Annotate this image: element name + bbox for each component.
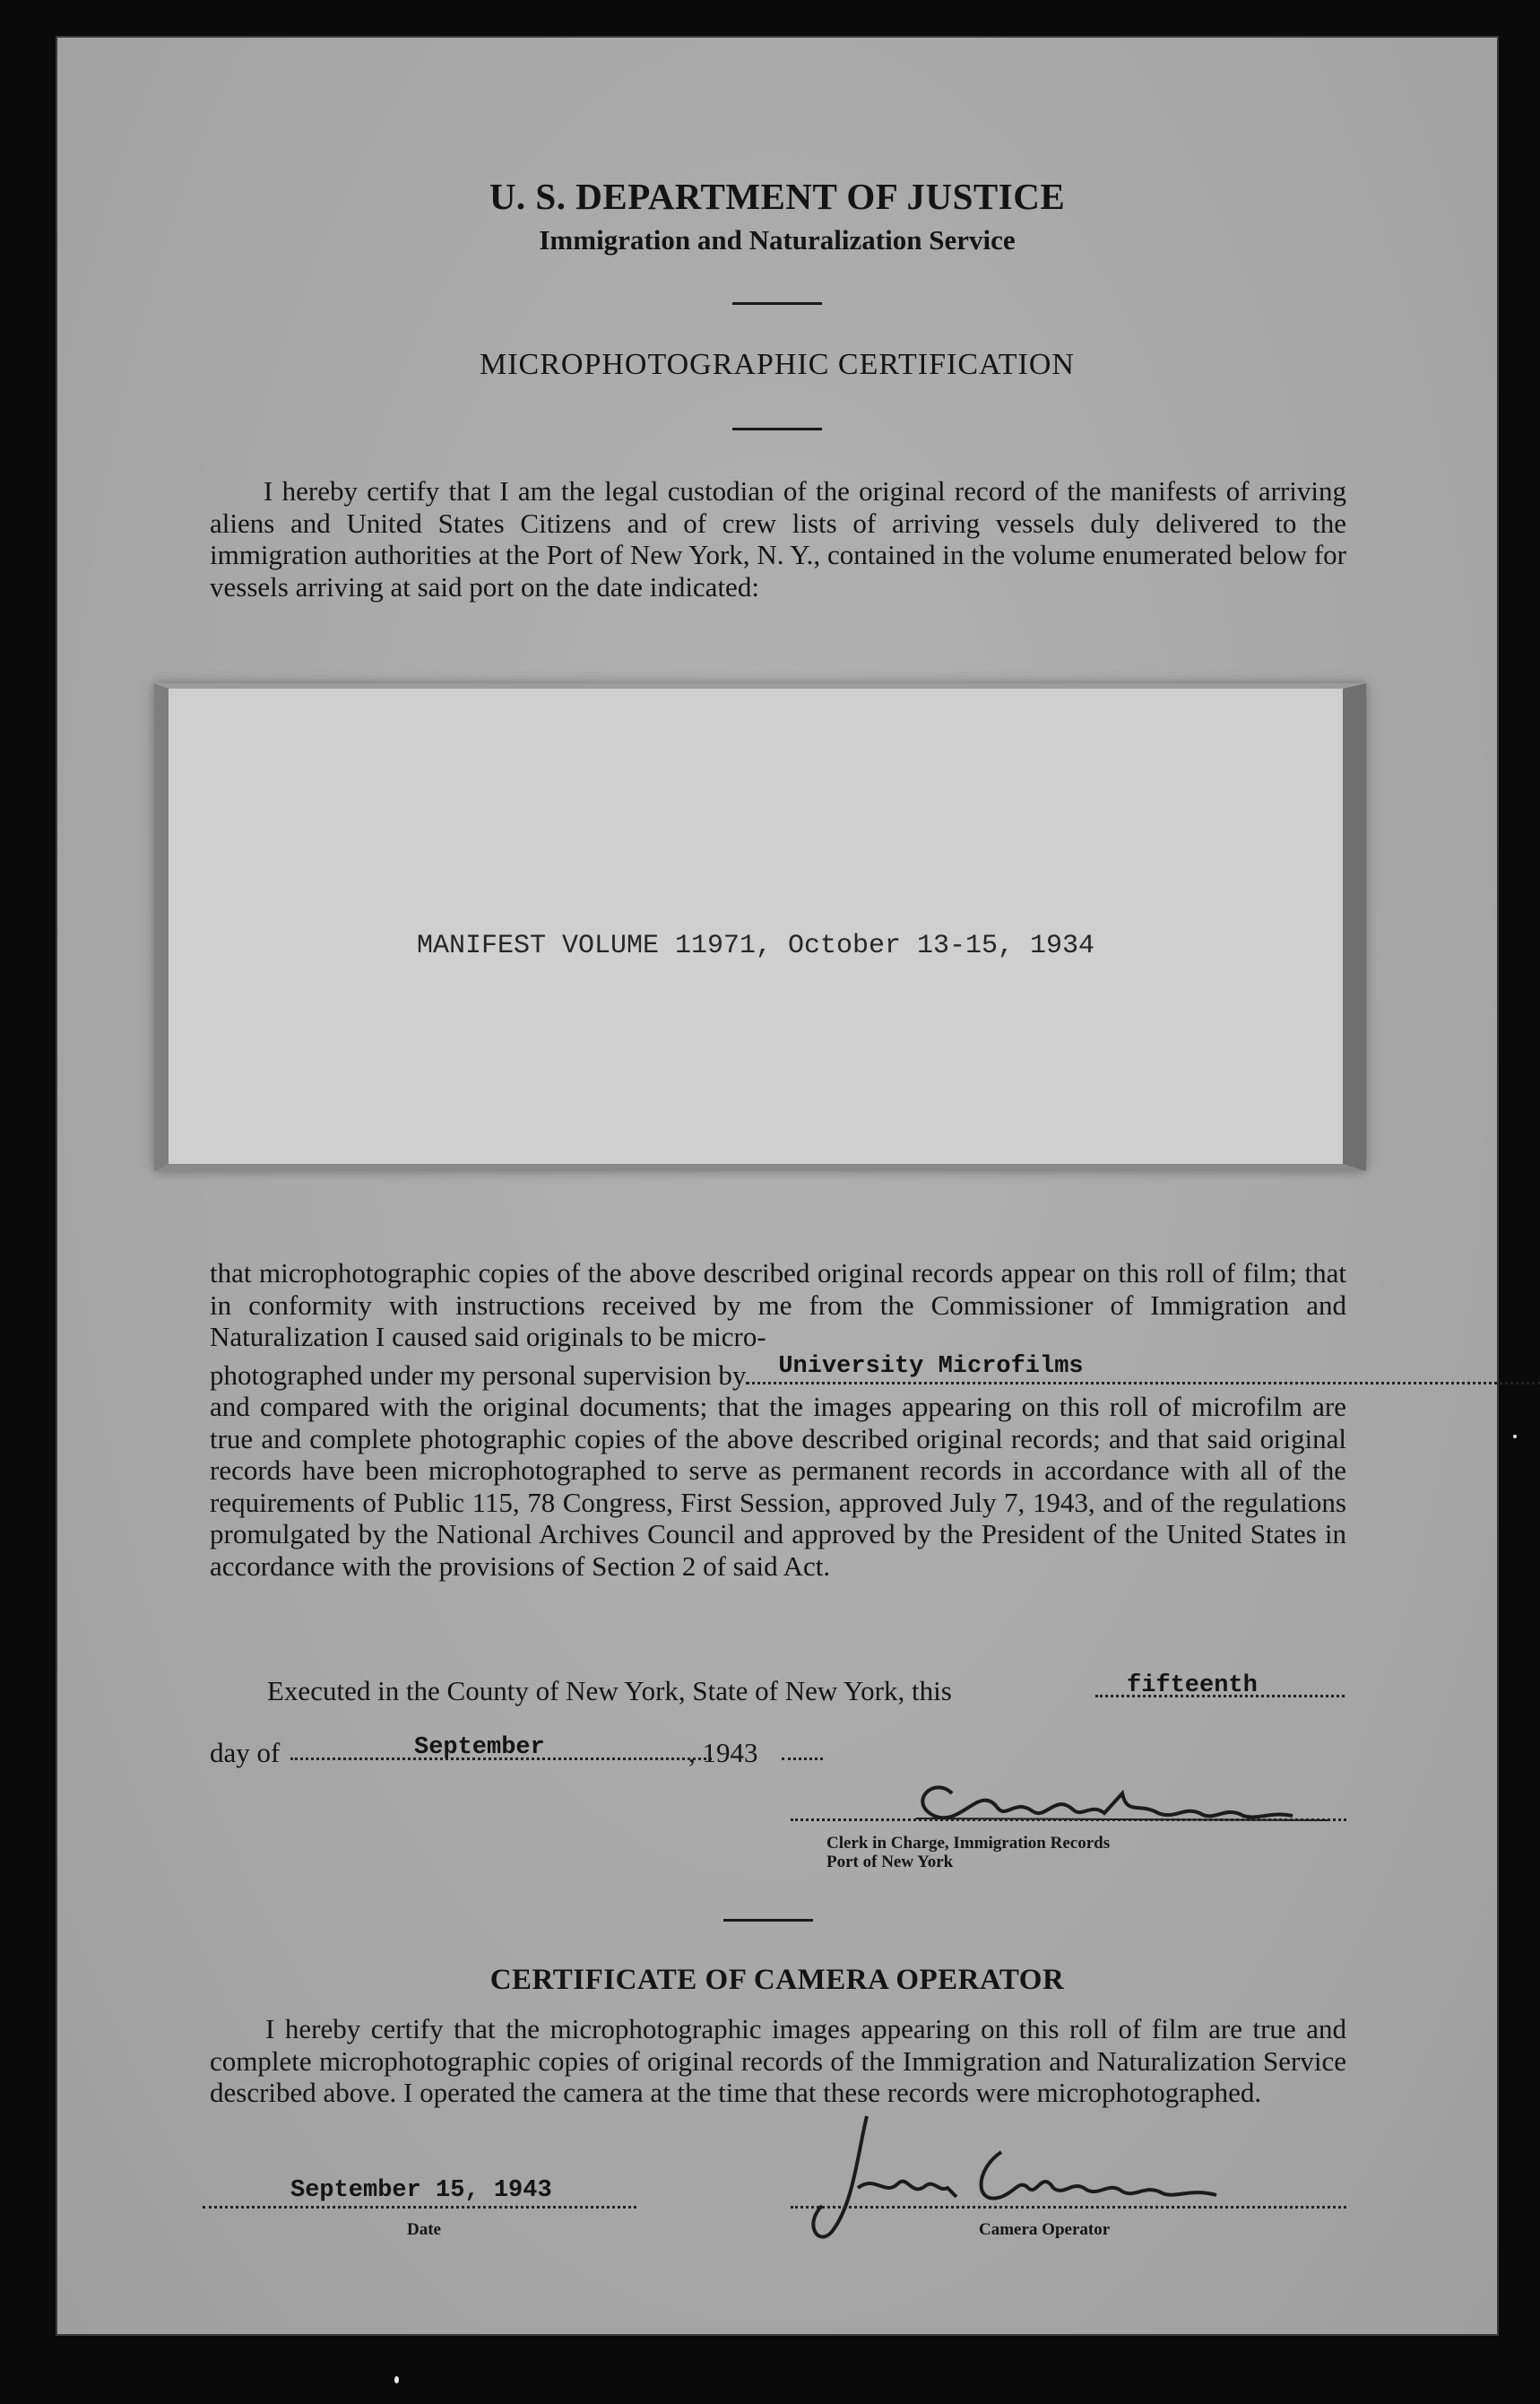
divider <box>732 302 822 305</box>
day-of-label: day of <box>210 1737 281 1768</box>
film-speck <box>394 2376 399 2383</box>
intro-paragraph <box>210 475 1346 603</box>
date-label: Date <box>407 2220 441 2239</box>
executed-label: Executed in the County of New York, State of New York, this <box>267 1675 952 1706</box>
year-trailing-dots <box>782 1757 823 1760</box>
year-value: , 1943 <box>688 1737 758 1768</box>
photographer-line <box>210 1353 1346 1392</box>
photographer-value: University Microfilms <box>778 1353 1084 1380</box>
day-value: fifteenth <box>1127 1672 1258 1699</box>
service-subheading: Immigration and Naturalization Service <box>539 224 1016 256</box>
body-text-part1: that microphotographic copies of the above described original records appear on this roll of film; that in conformity with instructions received by me from the Commissioner of Immigration and Naturalization I caused said originals to be micro- <box>210 1257 1346 1352</box>
body-paragraph <box>210 1257 1346 1582</box>
clerk-title <box>826 1834 1110 1871</box>
film-speck <box>1513 1435 1517 1438</box>
certification-title: MICROPHOTOGRAPHIC CERTIFICATION <box>479 348 1075 381</box>
divider <box>723 1919 813 1922</box>
body-text-part2: and compared with the original documents; that the images appearing on this roll of microfilm are true and complete photographic copies of the above described original records; and that said original records have been microphotographed to serve as permanent records in accordance with all of the requirements of Public 115, 78 Congress, First Session, approved July 7, 1943, and of the regulations promulgated by the National Archives Council and approved by the President of the United States in accordance with the provisions of Section 2 of said Act. <box>210 1391 1346 1582</box>
divider <box>732 428 822 430</box>
clerk-title-line2: Port of New York <box>826 1853 954 1871</box>
certificate-sheet <box>56 36 1499 2336</box>
camera-paragraph <box>210 2013 1346 2109</box>
camera-certificate-title: CERTIFICATE OF CAMERA OPERATOR <box>489 1964 1065 1996</box>
operator-label: Camera Operator <box>979 2220 1111 2239</box>
photographer-field <box>746 1353 1540 1384</box>
clerk-signature-line <box>791 1818 1346 1821</box>
date-field <box>203 2206 636 2209</box>
clerk-title-line1: Clerk in Charge, Immigration Records <box>826 1834 1111 1853</box>
manifest-volume-card <box>154 683 1366 1171</box>
department-heading: U. S. DEPARTMENT OF JUSTICE <box>489 176 1066 217</box>
camera-text: I hereby certify that the microphotographic images appearing on this roll of film are true and complete microphotographic copies of original records of the Immigration and Naturalization Service described above. I operated the camera at the time that these records were microphotographed. <box>210 2013 1346 2108</box>
executed-line <box>267 1675 952 1707</box>
photographed-by-label: photographed under my personal supervision by <box>210 1358 747 1391</box>
manifest-volume-text: MANIFEST VOLUME 11971, October 13-15, 1934 <box>416 931 1095 961</box>
date-value: September 15, 1943 <box>290 2177 552 2204</box>
operator-signature-line <box>791 2206 1346 2209</box>
month-value: September <box>414 1734 545 1761</box>
intro-text: I hereby certify that I am the legal custodian of the original record of the manifests of arriving aliens and United States Citizens and of crew lists of arriving vessels duly delivered to the immigration authorities at the Port of New York, N. Y., contained in the volume enumerated below for vessels arriving at said port on the date indicated: <box>210 475 1346 603</box>
